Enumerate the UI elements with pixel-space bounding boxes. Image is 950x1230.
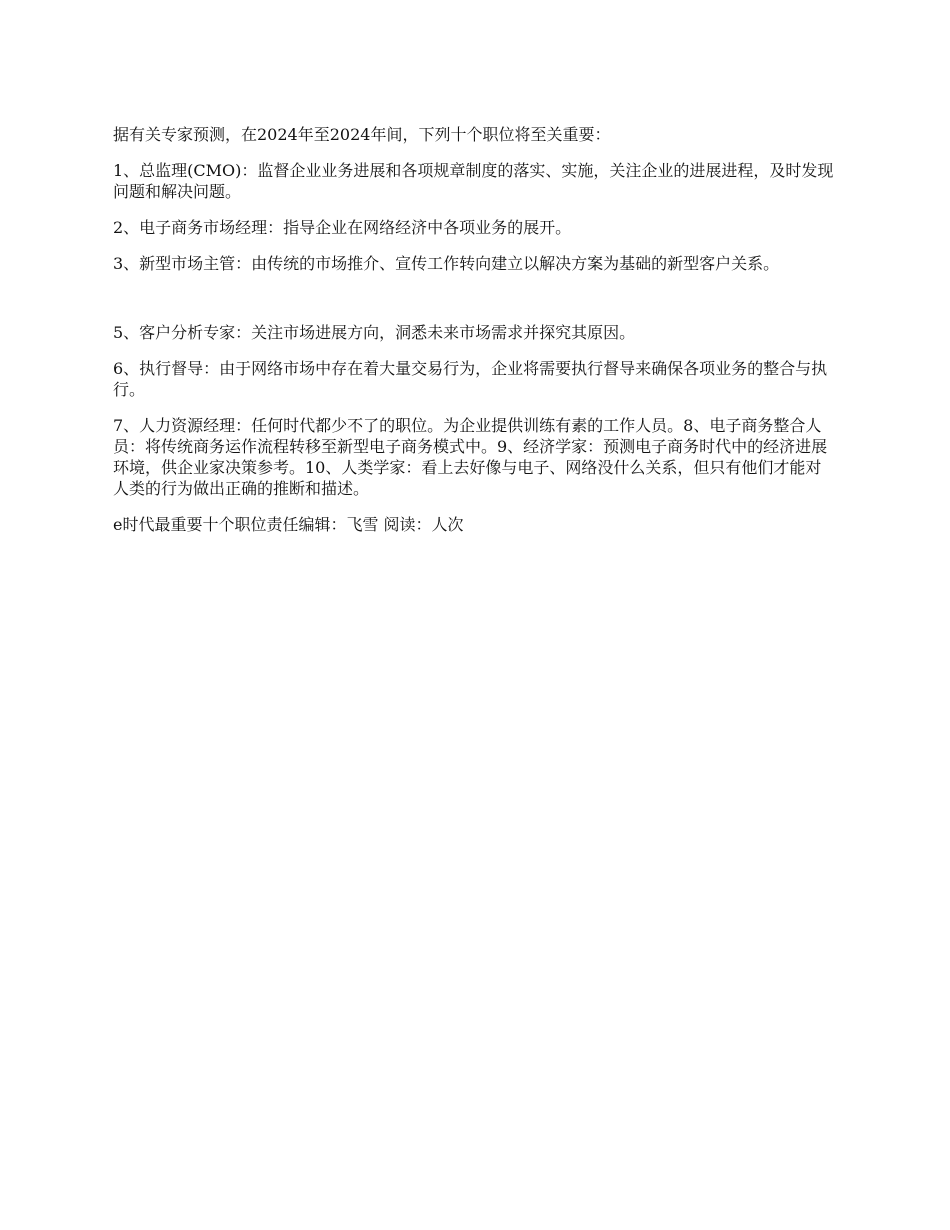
item-3-paragraph: 3、新型市场主管：由传统的市场推介、宣传工作转向建立以解决方案为基础的新型客户关系。 [113, 254, 780, 273]
item-5-paragraph: 5、客户分析专家：关注市场进展方向，洞悉未来市场需求并探究其原因。 [113, 323, 636, 342]
item-1-paragraph: 1、总监理(CMO)：监督企业业务进展和各项规章制度的落实、实施，关注企业的进展进程，及时发现问题和解决问题。 [113, 161, 834, 201]
document-body [113, 124, 835, 550]
intro-paragraph: 据有关专家预测，在2024年至2024年间，下列十个职位将至关重要： [113, 125, 611, 144]
item-7-10-paragraph: 7、人力资源经理：任何时代都少不了的职位。为企业提供训练有素的工作人员。8、电子商务整合人员：将传统商务运作流程转移至新型电子商务模式中。9、经济学家：预测电子商务时代中的经济进展环境，供企业家决策参考。10、人类学家：看上去好像与电子、网络没什么关系，但只有他们才能对人类的行为做出正确的推断和描述。 [113, 416, 828, 498]
item-2-paragraph: 2、电子商务市场经理：指导企业在网络经济中各项业务的展开。 [113, 218, 572, 237]
item-6-paragraph: 6、执行督导：由于网络市场中存在着大量交易行为，企业将需要执行督导来确保各项业务的整合与执行。 [113, 359, 828, 399]
footer-line: e时代最重要十个职位责任编辑：飞雪 阅读：人次 [113, 515, 464, 534]
